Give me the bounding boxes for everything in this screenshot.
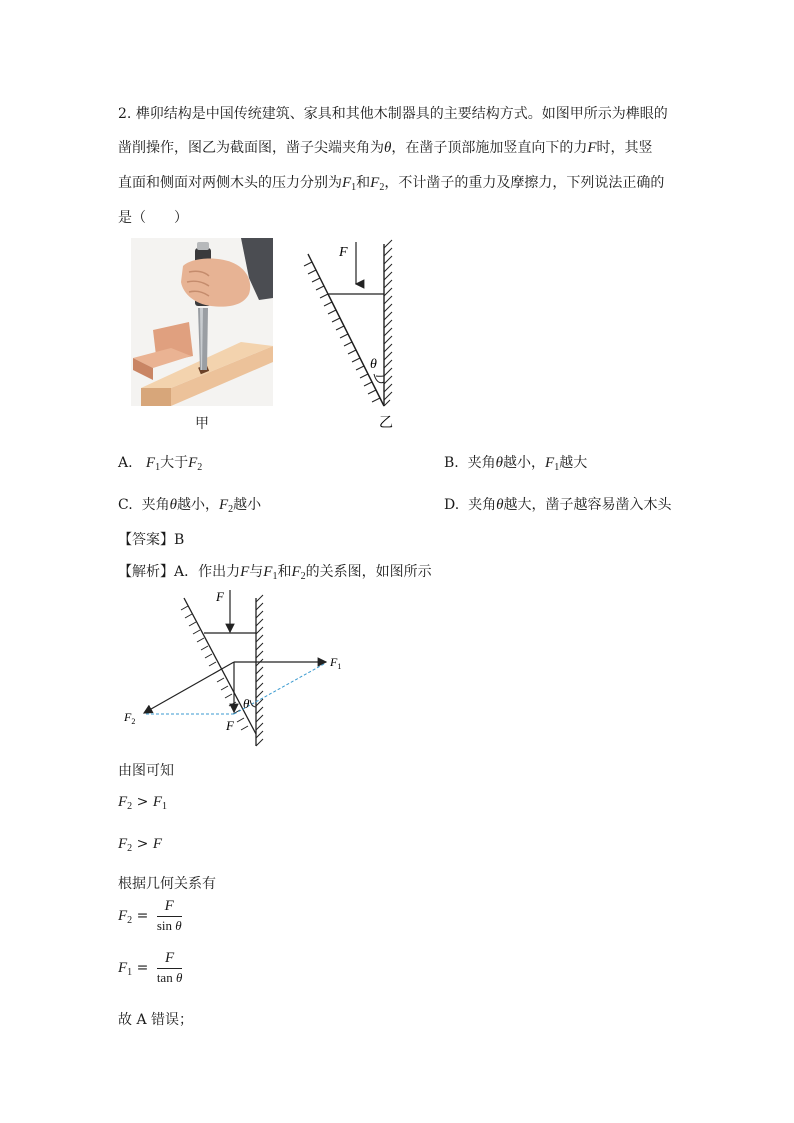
force-decomposition-diagram bbox=[118, 586, 358, 752]
analysis-tag: 【解析】 bbox=[118, 564, 174, 580]
f1-symbol: $F_1$ bbox=[545, 455, 560, 473]
figure-jia-caption: 甲 bbox=[195, 416, 209, 432]
question-line-4 bbox=[118, 207, 188, 227]
f2-symbol: $F_2$ bbox=[118, 908, 133, 926]
question-text: 和 bbox=[356, 175, 371, 191]
inequality-f2-gt-f1: $F_2 > F_1$ bbox=[118, 794, 167, 812]
f2-symbol: $F_2$ bbox=[291, 564, 306, 582]
f2-symbol: $F_2$ bbox=[118, 836, 133, 854]
question-text: ，不计凿子的重力及摩擦力，下列说法正确的 bbox=[384, 175, 665, 191]
question-text: 是（ ） bbox=[118, 210, 188, 226]
force-symbol: F bbox=[240, 564, 250, 580]
figure-yi-diagram bbox=[296, 236, 406, 431]
force-f2-arrow bbox=[144, 662, 234, 713]
f2-symbol: $F_2$ bbox=[218, 497, 234, 515]
label-f1: $F_1$ bbox=[330, 655, 342, 671]
f2-symbol: $F_2$ bbox=[370, 175, 385, 193]
question-line-3 bbox=[118, 172, 664, 193]
theta-symbol: θ bbox=[496, 497, 504, 513]
answer-tag: 【答案】 bbox=[118, 532, 174, 548]
option-d-label: D. bbox=[444, 497, 460, 513]
chisel-side bbox=[328, 294, 384, 406]
f2-symbol: $F_2$ bbox=[188, 455, 203, 473]
answer-value: B bbox=[174, 532, 185, 548]
theta-symbol: θ bbox=[169, 497, 177, 513]
theta-symbol: θ bbox=[384, 140, 392, 156]
label-f2: $F_2$ bbox=[124, 710, 136, 726]
question-line-1 bbox=[118, 103, 668, 123]
option-a-label: A. bbox=[118, 455, 133, 471]
figure-yi-caption: 乙 bbox=[379, 416, 393, 431]
option-b[interactable]: B. 夹角θ越小，$F_1$越大 bbox=[444, 455, 588, 473]
option-d[interactable]: D. 夹角θ越大，凿子越容易凿入木头 bbox=[444, 497, 672, 513]
angle-arc bbox=[374, 374, 384, 383]
conclusion-text: 故 A 错误； bbox=[118, 1012, 194, 1028]
f1-symbol: $F_1$ bbox=[263, 564, 278, 582]
option-b-label: B. bbox=[444, 455, 459, 471]
analysis-intro: 【解析】A．作出力F与$F_1$和$F_2$的关系图，如图所示 bbox=[118, 564, 432, 582]
option-a[interactable] bbox=[118, 452, 202, 473]
label-theta: θ bbox=[243, 696, 250, 711]
f1-symbol: $F_1$ bbox=[118, 960, 133, 978]
from-figure-text: 由图可知 bbox=[118, 763, 174, 779]
f1-symbol: $F_1$ bbox=[342, 175, 357, 193]
question-text: ，在凿子顶部施加竖直向下的力 bbox=[391, 140, 588, 156]
option-c-label: C. bbox=[118, 497, 133, 513]
option-c[interactable]: C. 夹角θ越小，$F_2$越小 bbox=[118, 497, 262, 515]
question-line-2 bbox=[118, 137, 653, 157]
force-label: F bbox=[339, 245, 348, 260]
question-text: 榫卯结构是中国传统建筑、家具和其他木制器具的主要结构方式。如图甲所示为榫眼的 bbox=[135, 106, 668, 122]
option-a-text: 大于 bbox=[160, 455, 189, 471]
chisel-photo bbox=[131, 238, 273, 406]
equation-f1: $F_1$ = $\frac{F}{\text{tan θ}}$ bbox=[118, 950, 183, 985]
force-symbol: F bbox=[152, 836, 162, 852]
force-symbol: F bbox=[587, 140, 597, 156]
question-text: 凿削操作，图乙为截面图，凿子尖端夹角为 bbox=[118, 140, 384, 156]
by-geometry-text: 根据几何关系有 bbox=[118, 876, 216, 892]
fraction-f-over-sin: $\frac{F}{\text{sin θ}}$ bbox=[156, 898, 182, 933]
question-text: 时，其竖 bbox=[596, 140, 653, 156]
label-f-top: F bbox=[216, 589, 224, 604]
question-text: 直面和侧面对两侧木头的压力分别为 bbox=[118, 175, 342, 191]
equation-f2: $F_2$ = $\frac{F}{\text{sin θ}}$ bbox=[118, 898, 182, 933]
inequality-f2-gt-f: $F_2 > F$ bbox=[118, 836, 162, 854]
question-number: 2. bbox=[118, 106, 132, 122]
fraction-f-over-tan: $\frac{F}{\text{tan θ}}$ bbox=[156, 950, 183, 985]
label-f-bottom: F bbox=[226, 718, 234, 733]
angle-label: θ bbox=[370, 357, 377, 372]
f1-symbol: $F_1$ bbox=[152, 794, 167, 812]
theta-symbol: θ bbox=[495, 455, 504, 471]
f2-symbol: $F_2$ bbox=[118, 794, 133, 812]
slanted-wall bbox=[184, 598, 256, 734]
f1-symbol: $F_1$ bbox=[145, 455, 161, 473]
answer-line bbox=[118, 529, 184, 549]
